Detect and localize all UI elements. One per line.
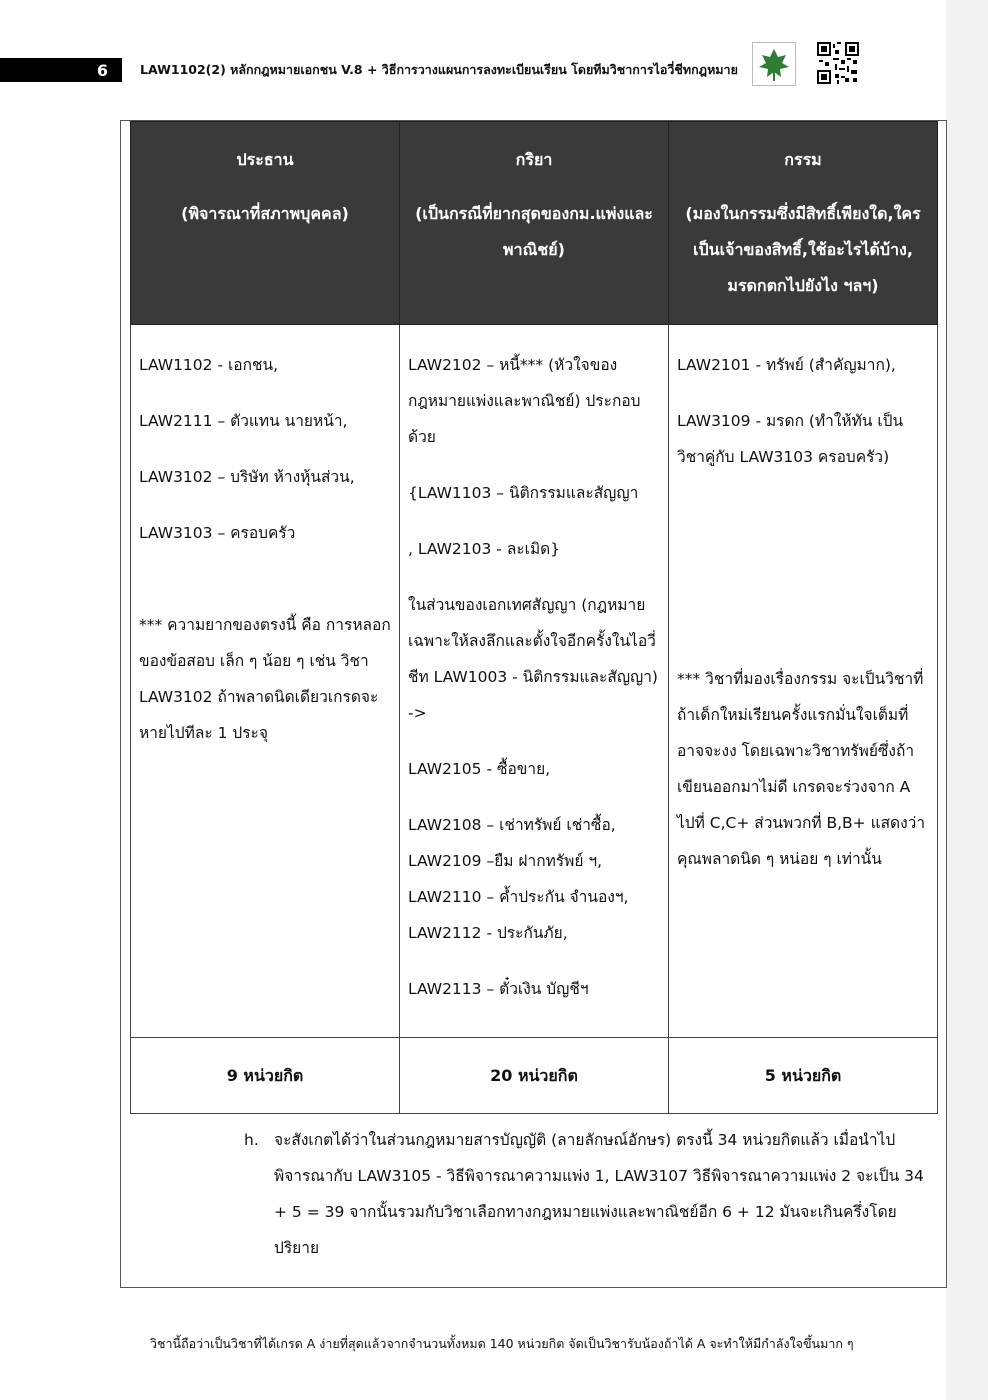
difficulty-note: *** วิชาที่มองเรื่องกรรม จะเป็นวิชาที่ถ้าเด็กใหม่เรียนครั้งแรกมั่นใจเต็มที่อาจจะงง โดยเฉพาะวิชาทรัพย์ซึ่งถ้าเขียนออกมาไม่ดี เกรดจะร่วงจาก A ไปที่ C,C+ ส่วนพวกที่ B,B+ แสดงว่าคุณพลาดนิด ๆ หน่อย ๆ เท่านั้น (677, 670, 926, 868)
column-subtitle: (พิจารณาที่สภาพบุคคล) (181, 204, 349, 223)
column-title: ประธาน (236, 150, 294, 169)
credit-total: 5 หน่วยกิต (669, 1038, 938, 1114)
course-item: LAW3102 – บริษัท ห้างหุ้นส่วน, (139, 468, 355, 486)
page-number: 6 (0, 58, 122, 82)
note-marker: h. (244, 1131, 259, 1149)
column-title: กริยา (515, 150, 553, 169)
verb-cell (400, 325, 669, 1038)
difficulty-note: *** ความยากของตรงนี้ คือ การหลอกของข้อสอบ เล็ก ๆ น้อย ๆ เช่น วิชา LAW3102 ถ้าพลาดนิดเดียวเกรดจะหายไปทีละ 1 ประจุ (139, 616, 391, 742)
column-header-subject (131, 122, 400, 325)
credit-total: 9 หน่วยกิต (131, 1038, 400, 1114)
column-subtitle: (เป็นกรณีที่ยากสุดของกม.แพ่งและพาณิชย์) (415, 204, 653, 259)
column-header-object (669, 122, 938, 325)
footer-text: วิชานี้ถือว่าเป็นวิชาที่ได้เกรด A ง่ายที่สุดแล้วจากจำนวนทั้งหมด 140 หน่วยกิต จัดเป็นวิชารับน้องถ้าได้ A จะทำให้มีกำลังใจขึ้นมาก ๆ (150, 1336, 854, 1351)
subject-cell (131, 325, 400, 1038)
course-item: LAW2109 –ยืม ฝากทรัพย์ ฯ, (408, 852, 602, 870)
course-item: LAW2110 – ค้ำประกัน จำนองฯ, (408, 888, 629, 906)
course-item: LAW1102 - เอกชน, (139, 356, 279, 374)
course-item: LAW2108 – เช่าทรัพย์ เช่าซื้อ, (408, 816, 616, 834)
course-item: LAW2111 – ตัวแทน นายหน้า, (139, 412, 348, 430)
course-item: LAW2112 - ประกันภัย, (408, 924, 568, 942)
column-header-verb (400, 122, 669, 325)
course-item: LAW3109 - มรดก (ทำให้ทัน เป็นวิชาคู่กับ LAW3103 ครอบครัว) (677, 412, 904, 466)
qr-code-icon (817, 42, 859, 84)
course-item: {LAW1103 – นิติกรรมและสัญญา (408, 484, 639, 502)
column-subtitle: (มองในกรรมซึ่งมีสิทธิ์เพียงใด,ใครเป็นเจ้าของสิทธิ์,ใช้อะไรได้บ้าง, มรดกตกไปยังไง ฯลฯ) (685, 204, 921, 295)
course-item: LAW2101 - ทรัพย์ (สำคัญมาก), (677, 356, 896, 374)
course-item: LAW3103 – ครอบครัว (139, 524, 296, 542)
course-item: LAW2105 - ซื้อขาย, (408, 760, 551, 778)
column-title: กรรม (784, 150, 822, 169)
page-margin-shade (946, 0, 988, 1400)
course-item: ในส่วนของเอกเทศสัญญา (กฎหมายเฉพาะให้ลงลึกและตั้งใจอีกครั้งในไอวี่ชีท LAW1003 - นิติกรรมและสัญญา) -> (408, 596, 658, 722)
header-title: LAW1102(2) หลักกฎหมายเอกชน V.8 + วิธีการวางแผนการลงทะเบียนเรียน โดยทีมวิชาการไอวี่ชีทกฎหมาย (140, 62, 738, 77)
note-h (244, 1122, 934, 1266)
curriculum-table (130, 121, 938, 1114)
course-item: , LAW2103 - ละเมิด} (408, 540, 561, 558)
course-item: LAW2113 – ตั๋วเงิน บัญชีฯ (408, 980, 589, 998)
ivy-leaf-logo-icon (752, 42, 796, 86)
object-cell (669, 325, 938, 1038)
note-text: จะสังเกตได้ว่าในส่วนกฎหมายสารบัญญัติ (ลายลักษณ์อักษร) ตรงนี้ 34 หน่วยกิตแล้ว เมื่อนำไปพิจารณากับ LAW3105 - วิธีพิจารณาความแพ่ง 1, LAW3107 วิธีพิจารณาความแพ่ง 2 จะเป็น 34 + 5 = 39 จากนั้นรวมกับวิชาเลือกทางกฎหมายแพ่งและพาณิชย์อีก 6 + 12 มันจะเกินครึ่งโดยปริยาย (274, 1131, 924, 1257)
course-item: LAW2102 – หนี้*** (หัวใจของกฎหมายแพ่งและพาณิชย์) ประกอบด้วย (408, 356, 641, 446)
credit-total: 20 หน่วยกิต (400, 1038, 669, 1114)
